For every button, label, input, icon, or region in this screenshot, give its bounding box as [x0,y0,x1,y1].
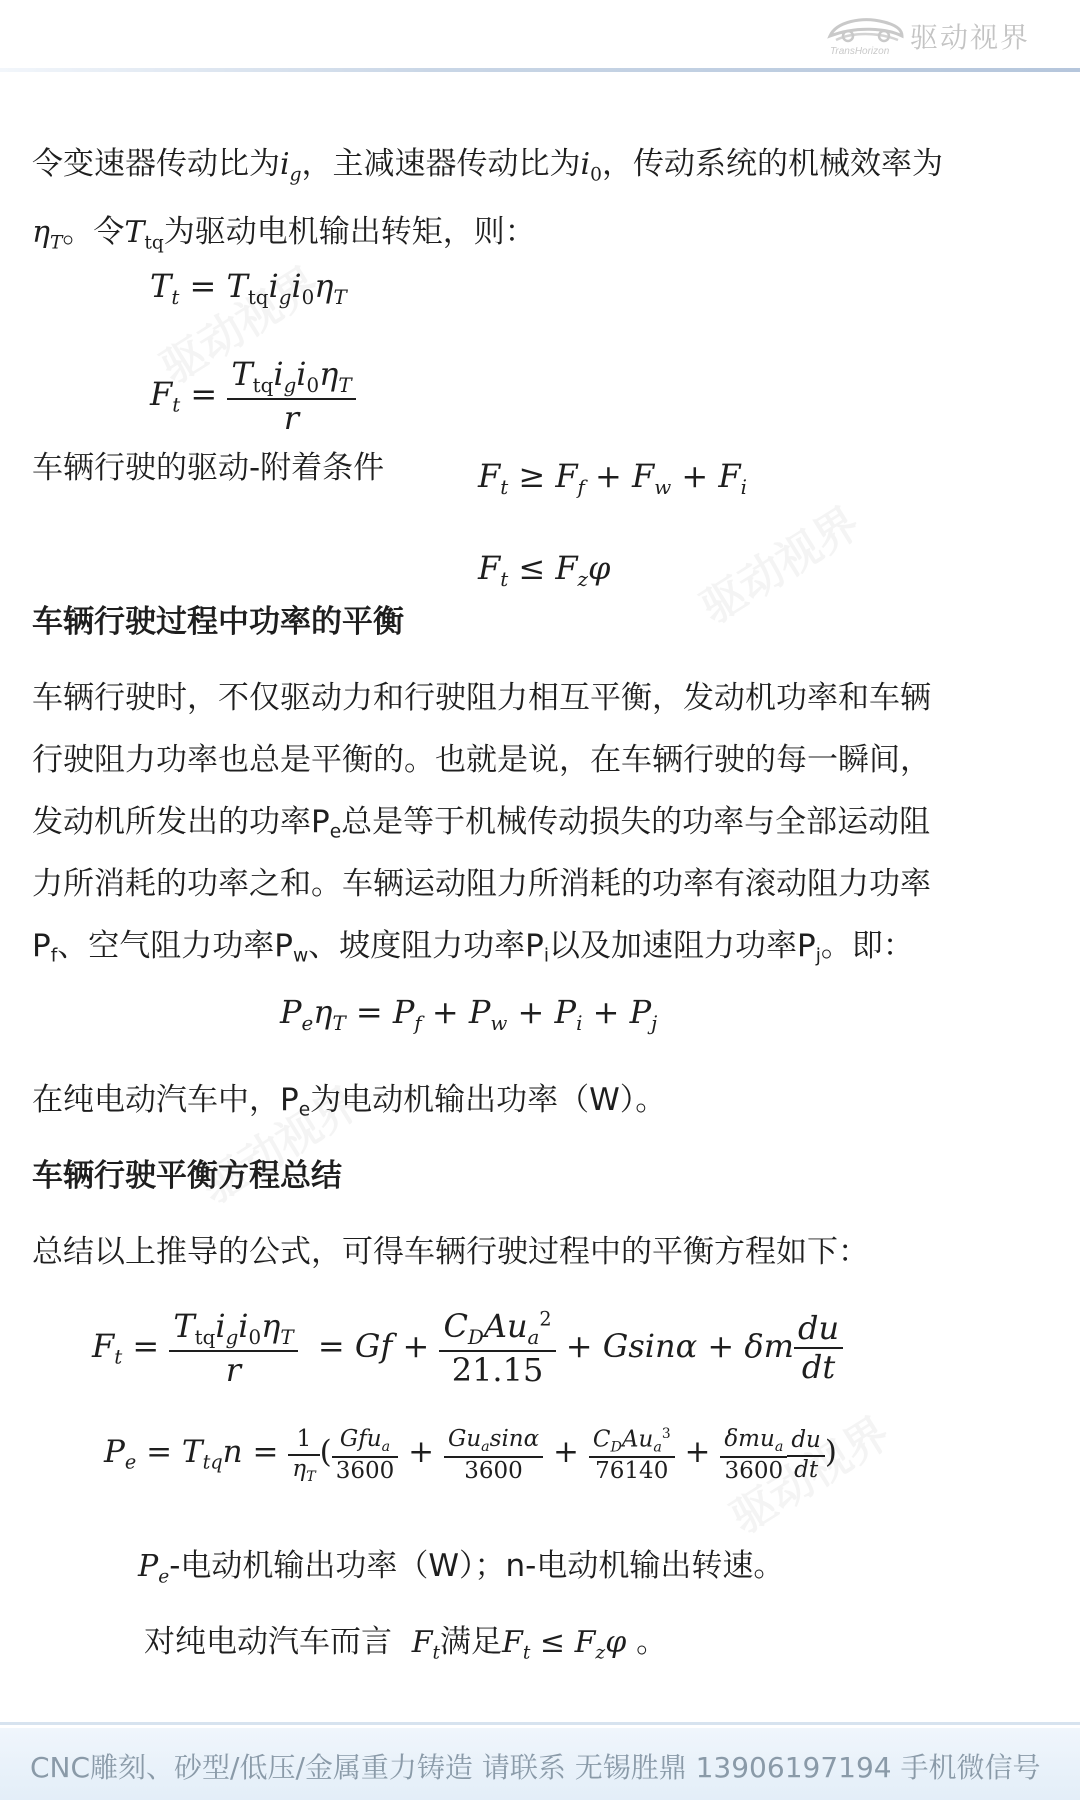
adhesion-label: 车辆行驶的驱动-附着条件 [32,450,385,486]
note-text: -电动机输出功率（W）；n-电动机输出转速。 [169,1548,785,1584]
paragraph-text: 。即： [820,928,914,964]
footer-contact: CNC雕刻、砂型/低压/金属重力铸造 请联系 无锡胜鼎 13906197194 手机微信号 [30,1751,1041,1784]
note-text: 满足 [440,1624,503,1660]
symbol-ig: $i_g$ [280,147,302,186]
equation-tractive-force: $F_t$ = $\frac{T_{tq}i_gi_0\eta_T}{r}$ [150,356,356,437]
equation-torque: $T_t = T_{tq}i_gi_0\eta_T$ [150,267,347,309]
subscript: e [329,821,342,843]
brand-name-en: TransHorizon [830,46,890,57]
intro-text: 为驱动电机输出转矩，则： [163,214,536,250]
note-text: 。 [636,1624,668,1660]
paragraph-text: 总是等于机械传动损失的功率与全部运动阻 [341,804,931,840]
equation-adhesion-condition: $F_t \le F_z\varphi$ [478,549,611,591]
symbol-pe: $P_e$ [138,1549,170,1588]
paragraph-line: 力所消耗的功率之和。车辆运动阻力所消耗的功率有滚动阻力功率 [32,866,931,902]
paragraph-line: 总结以上推导的公式，可得车辆行驶过程中的平衡方程如下： [32,1234,869,1270]
subscript: f [50,945,58,967]
brand-name: 驱动视界 [910,21,1031,54]
brand-logo [826,10,1036,62]
paragraph-text: 以及加速阻力功率P [549,928,816,964]
section-heading-power-balance: 车辆行驶过程中功率的平衡 [32,604,404,640]
equation-force-balance: $F_t$ = $\frac{T_{tq}i_gi_0\eta_T}{r}$ = Gf + $\frac{C_DAu_a^2}{21.15}$ + Gsinα + δm $\frac{du}{dt}$ [92,1308,843,1389]
subscript: e [298,1099,311,1121]
intro-text: 令变速器传动比为 [32,146,280,182]
equation-motor-power: $P_e = T_{tq}n$ = $\frac{1}{\eta_T}$ ( $\frac{Gfu_a}{3600}$ + $\frac{Gu_a\sin\alpha}{3600}$ + $\frac{C_DAu_a^3}{76140}$ + $\frac{\delta mu_a}{3600}$ $\frac{du}{dt}$ ) [104,1426,837,1485]
paragraph-text: 为电动机输出功率（W）。 [310,1082,667,1118]
subscript: w [292,945,309,967]
paragraph-line [32,802,930,853]
intro-text: 。令 [62,214,125,250]
footer-rule [0,1722,1080,1725]
note-ev-condition [144,1622,667,1674]
paragraph-text: 、空气阻力功率P [57,928,293,964]
symbol-eta-t: $\eta_T$ [32,215,63,254]
equation-drive-condition: $F_t \ge F_f + F_w + F_i$ [478,457,747,499]
paragraph-line [32,1080,666,1131]
inequality-adhesion: $F_t \le F_z\varphi$ [502,1625,627,1664]
paragraph-line [32,926,914,977]
equation-power-balance: $P_e\eta_T = P_f + P_w + P_i + P_j$ [280,993,658,1035]
watermark [686,488,869,636]
paragraph-text: 、坡度阻力功率P [308,928,544,964]
subscript: i [543,945,550,967]
paragraph-line: 行驶阻力功率也总是平衡的。也就是说，在车辆行驶的每一瞬间， [32,742,931,778]
intro-line-2 [32,212,536,264]
intro-line-1 [32,144,943,196]
paragraph-text: 发动机所发出的功率P [32,804,330,840]
note-variables [138,1546,784,1598]
paragraph-text: P [32,928,51,964]
symbol-ft: $F_t$ [411,1625,441,1664]
intro-text: ，主减速器传动比为 [301,146,581,182]
intro-text: ，传动系统的机械效率为 [601,146,943,182]
subscript: j [815,945,821,967]
car-logo-icon [826,14,906,48]
paragraph-line: 车辆行驶时，不仅驱动力和行驶阻力相互平衡，发动机功率和车辆 [32,680,931,716]
note-text: 对纯电动汽车而言 [144,1624,392,1660]
section-heading-summary: 车辆行驶平衡方程总结 [32,1158,342,1194]
header-rule [0,68,1080,72]
symbol-ttq: $T_{tq}$ [124,215,164,254]
paragraph-text: 在纯电动汽车中，P [32,1082,299,1118]
symbol-i0: $i_0$ [580,147,602,186]
